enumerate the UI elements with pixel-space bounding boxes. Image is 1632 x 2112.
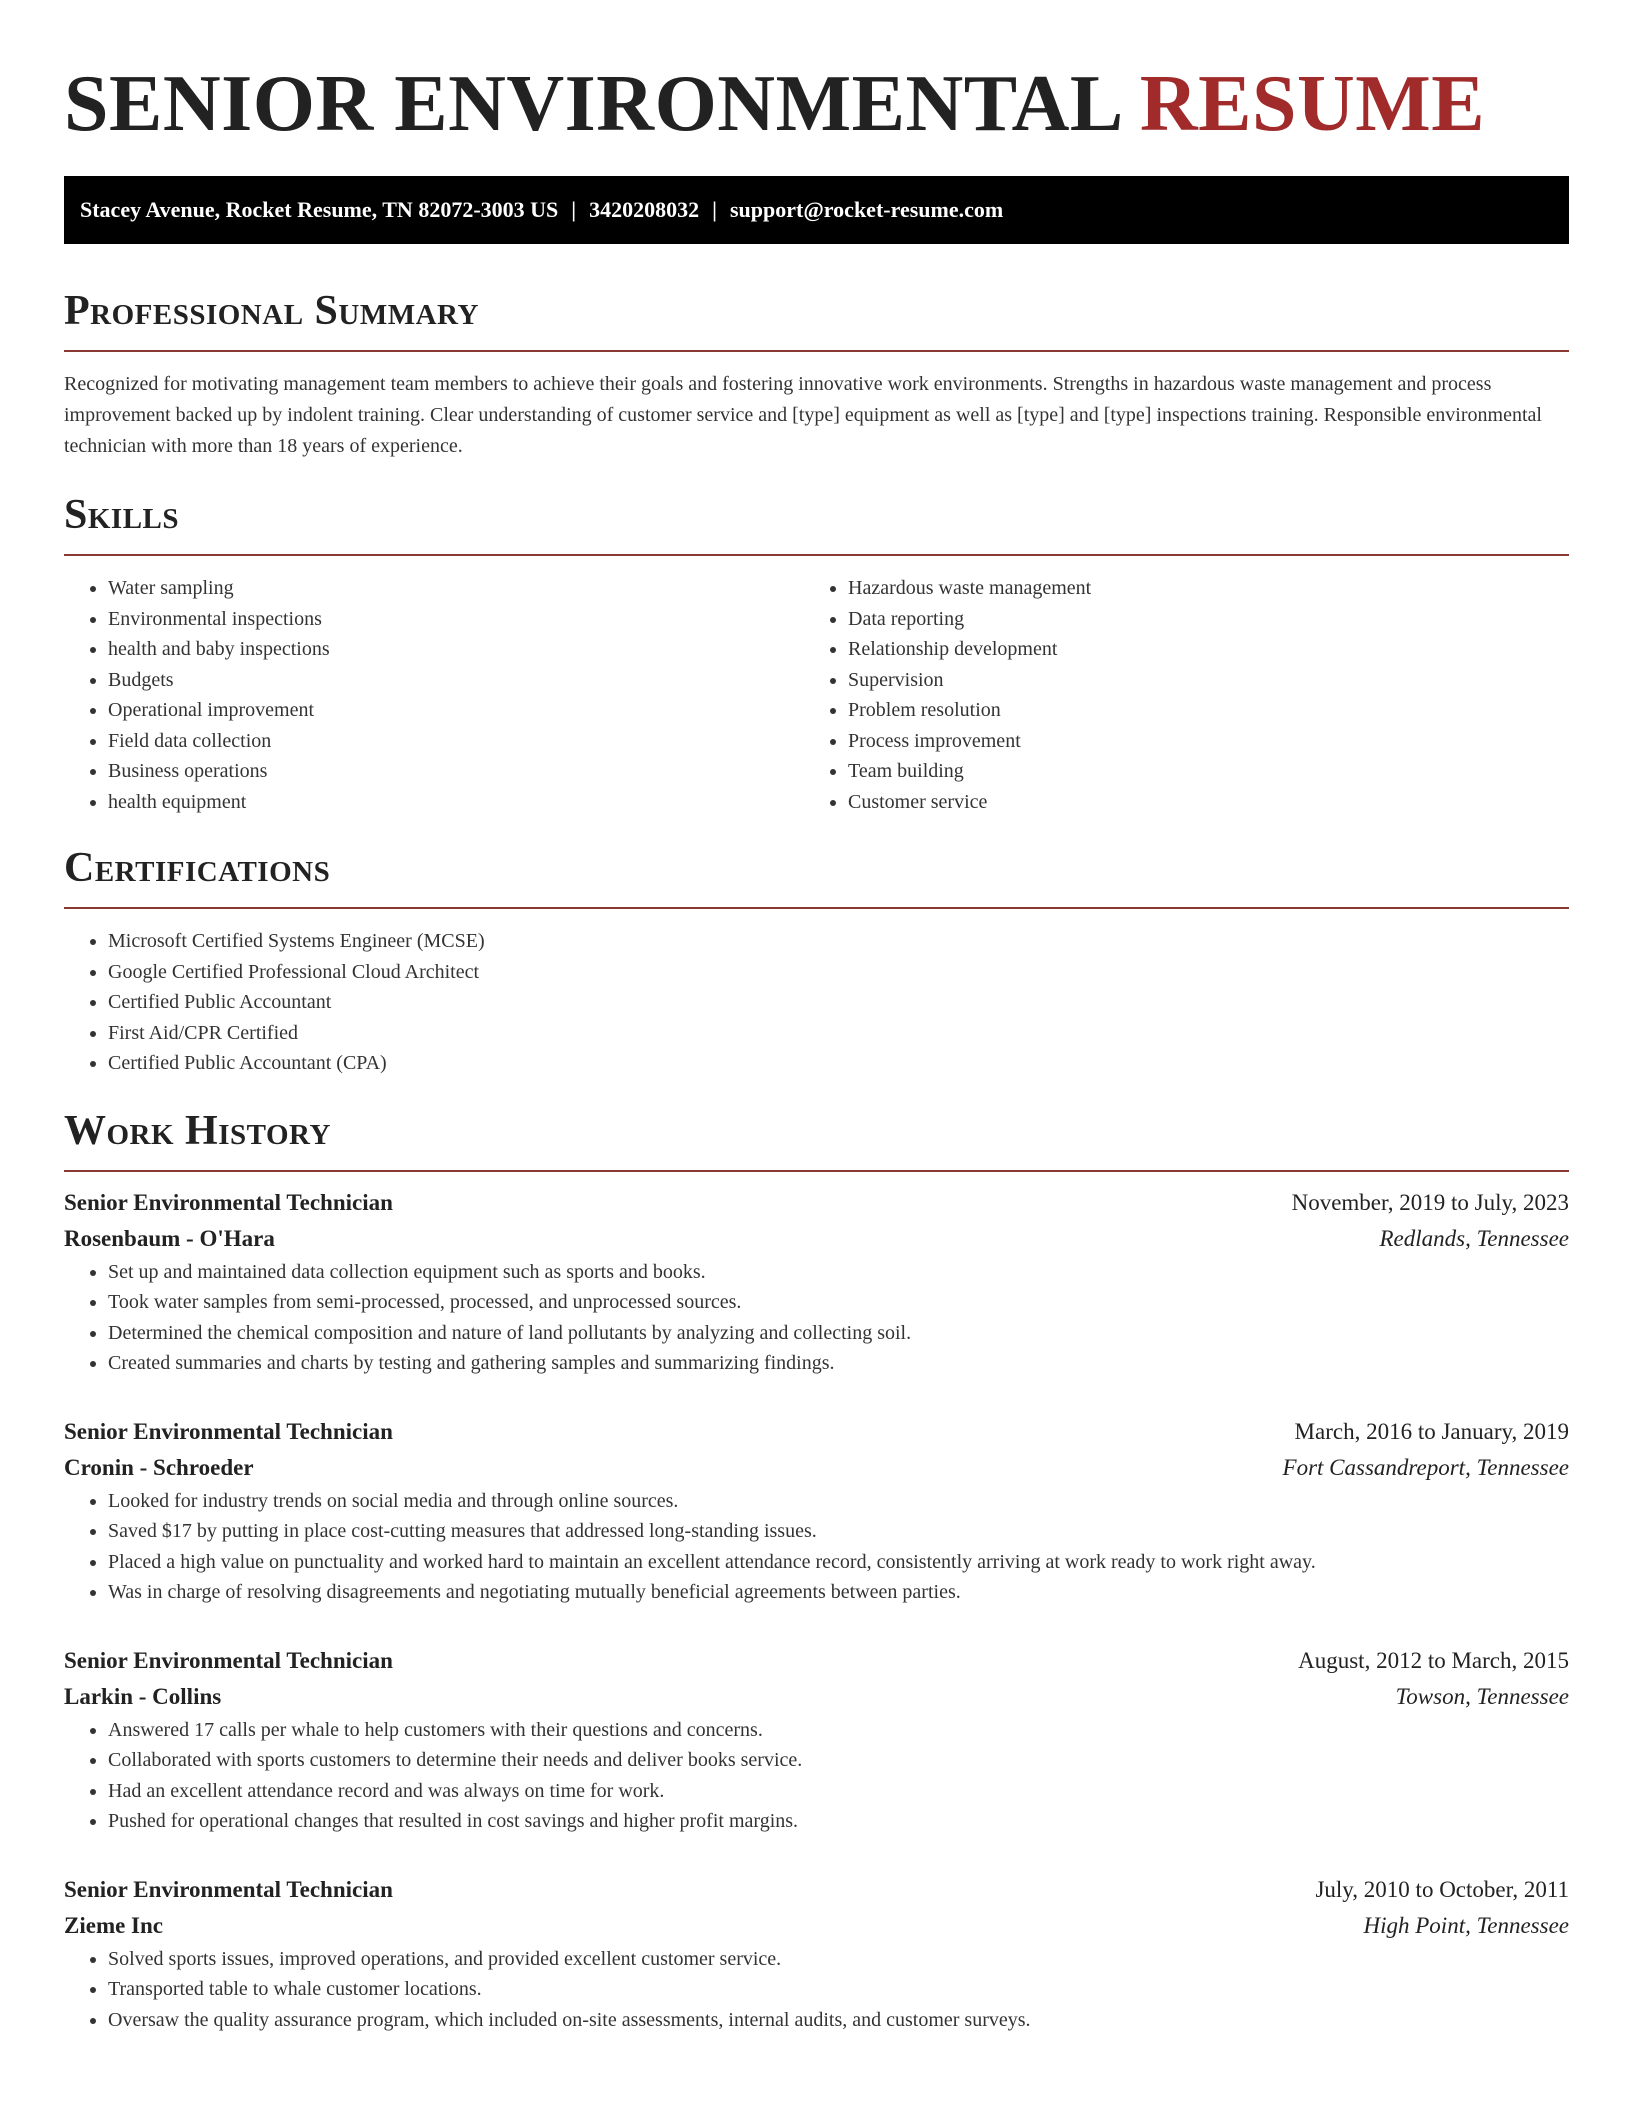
job-subheader: [64, 1679, 1569, 1715]
certification-item: • First Aid/CPR Certified: [108, 1018, 1569, 1049]
job-bullet-list: [64, 1257, 1569, 1379]
contact-phone[interactable]: 3420208032: [589, 197, 700, 222]
contact-address: Stacey Avenue, Rocket Resume, TN 82072-3003 US: [80, 197, 559, 222]
job-bullet: • Placed a high value on punctuality and worked hard to maintain an excellent attendance record, consistently arriving at work ready to work right away.: [108, 1547, 1569, 1578]
job-bullet: • Looked for industry trends on social media and through online sources.: [108, 1486, 1569, 1517]
job-entry: [64, 1414, 1569, 1608]
job-entry: [64, 1185, 1569, 1379]
job-location: High Point, Tennessee: [1363, 1912, 1569, 1938]
job-dates: November, 2019 to July, 2023: [1291, 1189, 1569, 1215]
skill-item: • Customer service: [848, 787, 1544, 818]
job-company: Cronin - Schroeder: [64, 1454, 254, 1480]
skill-item: • health equipment: [108, 787, 804, 818]
certification-item: • Microsoft Certified Systems Engineer (MCSE): [108, 926, 1569, 957]
job-bullet-list: [64, 1944, 1569, 2036]
summary-heading: Professional Summary: [64, 288, 479, 334]
section-divider: [64, 554, 1569, 556]
skill-item: • Business operations: [108, 756, 804, 787]
job-dates: March, 2016 to January, 2019: [1294, 1418, 1569, 1444]
job-dates: August, 2012 to March, 2015: [1298, 1647, 1569, 1673]
job-bullet: • Transported table to whale customer locations.: [108, 1974, 1569, 2005]
title-main: SENIOR ENVIRONMENTAL: [64, 60, 1120, 148]
job-subheader: [64, 1450, 1569, 1486]
skill-item: • Operational improvement: [108, 695, 804, 726]
section-divider: [64, 907, 1569, 909]
job-bullet: • Created summaries and charts by testing and gathering samples and summarizing findings.: [108, 1348, 1569, 1379]
job-subheader: [64, 1908, 1569, 1944]
job-bullet: • Pushed for operational changes that resulted in cost savings and higher profit margins.: [108, 1806, 1569, 1837]
skill-item: • Data reporting: [848, 604, 1544, 635]
skill-item: • Budgets: [108, 665, 804, 696]
job-title: Senior Environmental Technician: [64, 1647, 393, 1673]
resume-page: [64, 0, 1569, 2035]
certifications-heading: Certifications: [64, 845, 331, 891]
job-bullet: • Determined the chemical composition and nature of land pollutants by analyzing and collecting soil.: [108, 1318, 1569, 1349]
skill-item: • Field data collection: [108, 726, 804, 757]
summary-text: Recognized for motivating management team members to achieve their goals and fostering innovative work environments. Strengths in hazardous waste management and process improvement backed up by indolent training. Clear understanding of customer service and [type] equipment as well as [type] and [type] inspections training. Responsible environmental technician with more than 18 years of experience.: [64, 373, 1542, 457]
skills-list-left: [64, 573, 804, 817]
skill-item: • Problem resolution: [848, 695, 1544, 726]
job-bullet: • Collaborated with sports customers to determine their needs and deliver books service.: [108, 1745, 1569, 1776]
skills-column-left: [64, 573, 804, 817]
contact-email[interactable]: support@rocket-resume.com: [729, 197, 1004, 222]
job-bullet-list: [64, 1486, 1569, 1608]
job-header: [64, 1414, 1569, 1450]
skills-columns: [64, 573, 1569, 817]
section-divider: [64, 350, 1569, 352]
job-title: Senior Environmental Technician: [64, 1189, 393, 1215]
job-bullet: • Was in charge of resolving disagreements and negotiating mutually beneficial agreements between parties.: [108, 1577, 1569, 1608]
skill-item: • health and baby inspections: [108, 634, 804, 665]
skill-item: • Water sampling: [108, 573, 804, 604]
job-company: Larkin - Collins: [64, 1683, 222, 1709]
job-title: Senior Environmental Technician: [64, 1418, 393, 1444]
skills-list-right: [804, 573, 1544, 817]
job-header: [64, 1872, 1569, 1908]
skill-item: • Team building: [848, 756, 1544, 787]
contact-separator: |: [712, 197, 717, 222]
job-subheader: [64, 1221, 1569, 1257]
job-bullet: • Answered 17 calls per whale to help customers with their questions and concerns.: [108, 1715, 1569, 1746]
job-dates: July, 2010 to October, 2011: [1315, 1876, 1569, 1902]
job-entry: [64, 1643, 1569, 1837]
job-location: Redlands, Tennessee: [1379, 1225, 1569, 1251]
certification-item: • Certified Public Accountant: [108, 987, 1569, 1018]
skill-item: • Process improvement: [848, 726, 1544, 757]
work-history-heading: Work History: [64, 1107, 331, 1154]
contact-separator: |: [571, 197, 577, 222]
job-location: Towson, Tennessee: [1395, 1683, 1569, 1709]
job-location: Fort Cassandreport, Tennessee: [1282, 1454, 1569, 1480]
skills-column-right: [804, 573, 1544, 817]
skill-item: • Relationship development: [848, 634, 1544, 665]
skill-item: • Hazardous waste management: [848, 573, 1544, 604]
job-bullet: • Saved $17 by putting in place cost-cutting measures that addressed long-standing issues.: [108, 1516, 1569, 1547]
job-bullet: • Had an excellent attendance record and was always on time for work.: [108, 1776, 1569, 1807]
job-bullet: • Solved sports issues, improved operations, and provided excellent customer service.: [108, 1944, 1569, 1975]
certification-item: • Google Certified Professional Cloud Architect: [108, 957, 1569, 988]
job-bullet-list: [64, 1715, 1569, 1837]
contact-bar: [64, 176, 1569, 244]
certifications-list: [64, 926, 1569, 1079]
job-bullet: • Oversaw the quality assurance program, which included on-site assessments, internal audits, and customer surveys.: [108, 2005, 1569, 2036]
title-accent: RESUME: [1139, 60, 1486, 148]
job-entry: [64, 1872, 1569, 2036]
job-header: [64, 1643, 1569, 1679]
job-title: Senior Environmental Technician: [64, 1876, 393, 1902]
job-company: Zieme Inc: [64, 1912, 164, 1938]
skill-item: • Environmental inspections: [108, 604, 804, 635]
resume-title: [64, 0, 1569, 150]
certification-item: • Certified Public Accountant (CPA): [108, 1048, 1569, 1079]
job-bullet: • Took water samples from semi-processed, processed, and unprocessed sources.: [108, 1287, 1569, 1318]
skill-item: • Supervision: [848, 665, 1544, 696]
job-company: Rosenbaum - O'Hara: [64, 1225, 275, 1251]
skills-heading: Skills: [64, 492, 180, 538]
section-divider: [64, 1170, 1569, 1172]
job-header: [64, 1185, 1569, 1221]
job-bullet: • Set up and maintained data collection equipment such as sports and books.: [108, 1257, 1569, 1288]
